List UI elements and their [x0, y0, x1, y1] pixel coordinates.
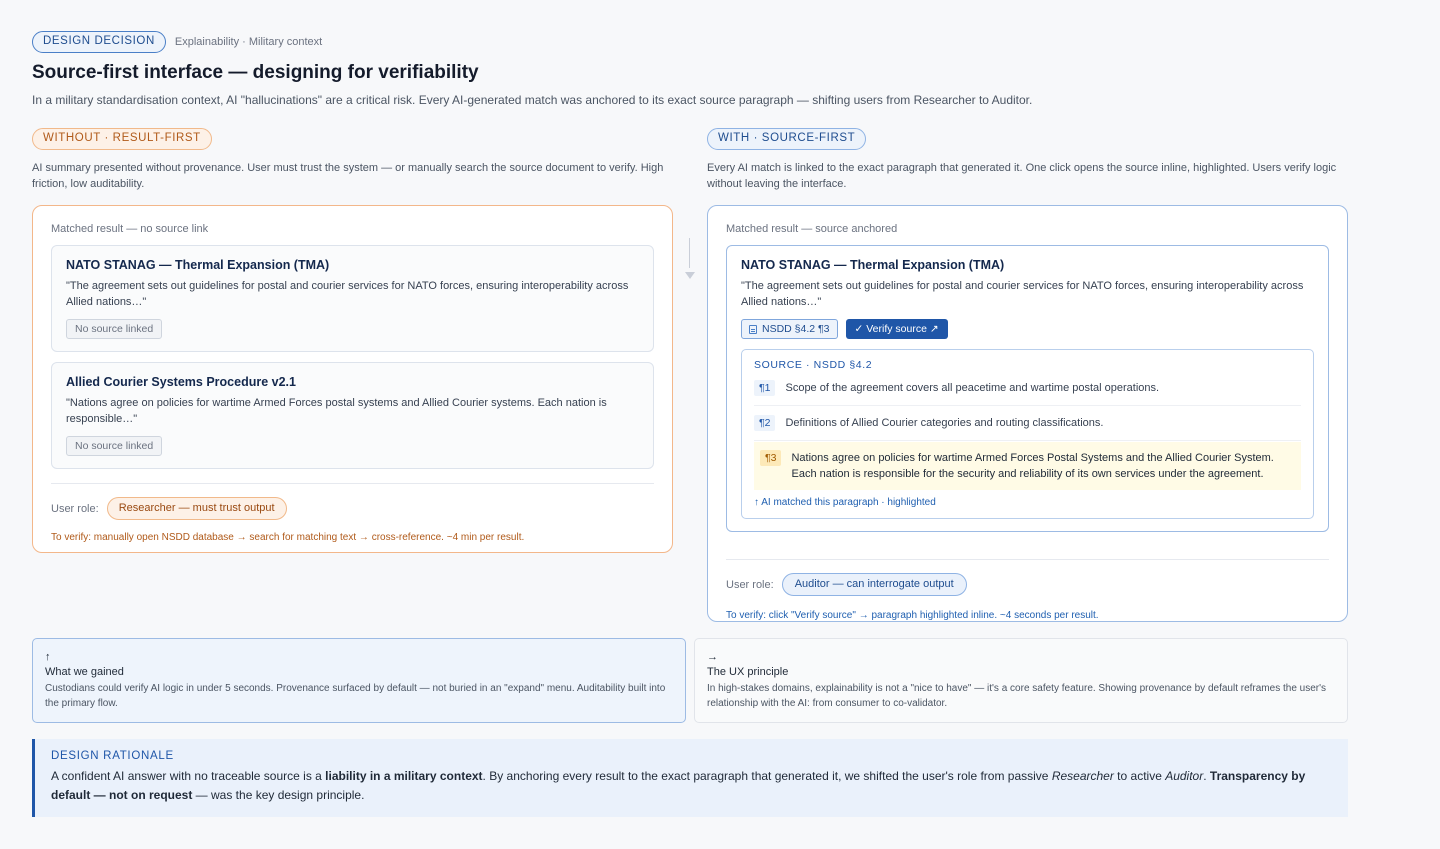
gained-text: Custodians could verify AI logic in under 5 seconds. Provenance surfaced by default — not buried in an "expand" menu. Auditability built into the primary flow.	[45, 683, 666, 709]
with-description: Every AI match is linked to the exact paragraph that generated it. One click opens the source inline, highlighted. Users verify logic without leaving the interface.	[707, 161, 1337, 190]
with-badge: WITH · SOURCE-FIRST	[707, 128, 866, 150]
source-paragraph[interactable]	[754, 406, 1301, 441]
without-description: AI summary presented without provenance. User must trust the system — or manually search the source document to verify. High friction, low auditability.	[32, 161, 664, 190]
user-role-label: User role:	[51, 502, 99, 515]
paragraph-text: Definitions of Allied Courier categories and routing classifications.	[785, 417, 1104, 429]
no-source-tag: No source linked	[66, 436, 162, 456]
page-title: Source-first interface — designing for verifiability	[32, 62, 479, 83]
principle-text: In high-stakes domains, explainability is not a "nice to have" — it's a core safety feature. Showing provenance by default reframes the user's relationship with the AI: from consumer to co-validator.	[707, 683, 1327, 709]
paragraph-number: ¶2	[754, 415, 775, 431]
result-quote: "The agreement sets out guidelines for postal and courier services for NATO forces, ensuring interoperability across Allied nations…"	[741, 280, 1304, 308]
result-first-panel	[32, 205, 673, 553]
citation-label: NSDD §4.2 ¶3	[762, 323, 830, 335]
paragraph-text: Nations agree on policies for wartime Armed Forces Postal Systems and the Allied Courier System. Each nation is responsible for the security and reliability of its own services under the agreement.	[791, 452, 1274, 480]
up-arrow-icon: ↑	[45, 651, 51, 663]
verify-instructions: To verify: manually open NSDD database → search for matching text → cross-reference. ~4 min per result.	[51, 532, 525, 543]
researcher-role-badge: Researcher — must trust output	[107, 497, 287, 520]
verify-instructions: To verify: click "Verify source" → paragraph highlighted inline. ~4 seconds per result.	[726, 610, 1099, 621]
context-label: Explainability · Military context	[174, 36, 323, 48]
user-role-row	[51, 497, 654, 520]
principle-title: The UX principle	[707, 666, 789, 678]
result-card[interactable]	[51, 362, 654, 469]
match-note: ↑ AI matched this paragraph · highlighted	[754, 497, 936, 508]
panel-label: Matched result — source anchored	[726, 223, 898, 235]
auditor-role-badge: Auditor — can interrogate output	[782, 573, 967, 596]
paragraph-text: Scope of the agreement covers all peacetime and wartime postal operations.	[785, 382, 1160, 394]
without-badge: WITHOUT · RESULT-FIRST	[32, 128, 212, 150]
source-label: SOURCE · NSDD §4.2	[754, 359, 873, 371]
no-source-tag: No source linked	[66, 319, 162, 339]
down-arrow-icon	[684, 238, 696, 282]
source-paragraph[interactable]	[754, 371, 1301, 406]
verify-source-button[interactable]: ✓ Verify source ↗	[846, 319, 948, 339]
rationale-label: DESIGN RATIONALE	[51, 750, 174, 762]
result-first-column	[32, 128, 673, 543]
divider	[51, 483, 654, 484]
design-rationale	[32, 739, 1348, 817]
user-role-row	[726, 573, 1329, 596]
source-first-column	[707, 128, 1348, 621]
design-decision-badge: DESIGN DECISION	[32, 31, 166, 53]
result-quote: "The agreement sets out guidelines for postal and courier services for NATO forces, ensuring interoperability across Allied nations…"	[66, 280, 629, 308]
document-icon	[749, 325, 757, 334]
result-title: NATO STANAG — Thermal Expansion (TMA)	[66, 258, 330, 272]
gained-card	[32, 638, 686, 723]
result-card[interactable]	[51, 245, 654, 352]
source-first-panel	[707, 205, 1348, 622]
result-title: NATO STANAG — Thermal Expansion (TMA)	[741, 258, 1005, 272]
page-subtitle: In a military standardisation context, AI "hallucinations" are a critical risk. Every AI-generated match was anchored to its exact source paragraph — shifting users from Researcher to Auditor.	[32, 93, 1033, 107]
citation-chip[interactable]	[741, 319, 838, 339]
result-quote: "Nations agree on policies for wartime Armed Forces postal systems and Allied Courier systems. Each nation is responsible…"	[66, 397, 607, 425]
gained-title: What we gained	[45, 666, 124, 678]
paragraph-number: ¶3	[760, 450, 781, 466]
divider	[726, 559, 1329, 560]
highlighted-source-paragraph[interactable]	[754, 442, 1301, 490]
paragraph-number: ¶1	[754, 380, 775, 396]
rationale-text: A confident AI answer with no traceable source is a liability in a military context. By anchoring every result to the exact paragraph that generated it, we shifted the user's role from passive Researcher to active Auditor. Transparency by default — not on request — was the key design principle.	[51, 769, 1306, 802]
result-title: Allied Courier Systems Procedure v2.1	[66, 375, 296, 389]
right-arrow-icon: →	[707, 651, 718, 663]
user-role-label: User role:	[726, 578, 774, 591]
principle-card	[694, 638, 1348, 723]
source-viewer	[741, 349, 1314, 519]
result-card[interactable]	[726, 245, 1329, 532]
panel-label: Matched result — no source link	[51, 223, 209, 235]
page-header	[32, 32, 1352, 107]
